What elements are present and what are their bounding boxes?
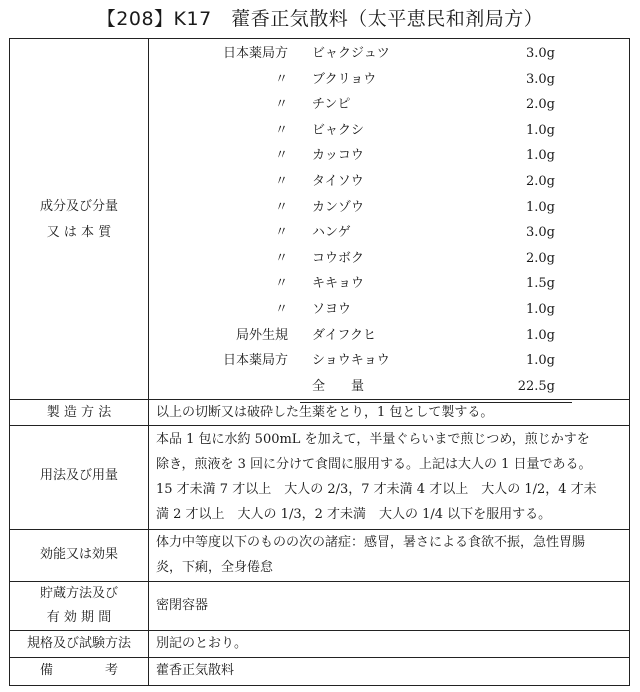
ingredient-amount: 1.5g — [526, 276, 555, 292]
ingredient-name: カンゾウ — [312, 199, 365, 215]
ingredient-amount: 3.0g — [526, 46, 555, 61]
ingredient-amount: 1.0g — [526, 327, 555, 343]
efficacy-line-2: 炎，下痢，全身倦怠 — [156, 560, 274, 575]
ingredient-standard: 日本薬局方 — [222, 46, 288, 61]
page-title: 【208】K17 藿香正気散料（太平恵民和剤局方） — [96, 8, 544, 30]
usage-line-1: 本品 1 包に水約 500mL を加えて，半量ぐらいまで煎じつめ，煎じかすを — [156, 432, 590, 447]
ingredient-amount: 1.0g — [526, 302, 555, 317]
ingredient-amount: 1.0g — [526, 199, 555, 215]
ingredient-name: ビャクシ — [312, 122, 365, 138]
ingredient-name: タイソウ — [312, 174, 364, 189]
ingredient-row — [10, 348, 629, 373]
ingredient-amount: 2.0g — [526, 97, 555, 113]
ingredient-row — [10, 220, 629, 245]
ingredient-amount: 1.0g — [526, 353, 555, 369]
ingredient-row — [10, 92, 629, 117]
ingredient-standard: 局外生規 — [235, 327, 288, 343]
ingredient-name: ソヨウ — [312, 302, 352, 317]
ingredient-row — [10, 118, 629, 143]
ingredient-row — [10, 67, 629, 92]
ingredient-row — [10, 195, 629, 220]
ingredient-name: ビャクジュツ — [312, 46, 390, 61]
ingredient-standard: 〃 — [274, 302, 288, 317]
ingredient-standard: 〃 — [274, 97, 288, 113]
usage-line-4: 満 2 才以上 大人の 1/3，2 才未満 大人の 1/4 以下を服用する。 — [156, 507, 552, 522]
manufacturing-text: 以上の切断又は破砕した生薬をとり，1 包として製する。 — [156, 405, 494, 420]
ingredient-amount: 3.0g — [526, 71, 555, 87]
ingredient-standard: 日本薬局方 — [222, 353, 288, 369]
ingredient-amount: 1.0g — [526, 122, 555, 138]
total-amount: 22.5g — [517, 379, 555, 394]
ingredient-name: ダイフクヒ — [312, 327, 376, 343]
ingredient-standard: 〃 — [274, 250, 288, 266]
ingredient-row — [10, 169, 629, 194]
ingredient-row — [10, 143, 629, 168]
total-label: 全 量 — [312, 379, 365, 394]
ingredient-name: ショウキョウ — [312, 353, 390, 369]
total-row — [10, 374, 629, 399]
ingredient-standard: 〃 — [274, 71, 288, 87]
usage-line-2: 除き，煎液を 3 回に分けて食間に服用する。上記は大人の 1 日量である。 — [156, 457, 592, 472]
ingredient-amount: 2.0g — [526, 174, 555, 189]
ingredient-row — [10, 271, 629, 296]
ingredient-standard: 〃 — [274, 225, 288, 241]
ingredient-standard: 〃 — [274, 148, 288, 164]
usage-line-3: 15 才未満 7 才以上 大人の 2/3，7 才未満 4 才以上 大人の 1/2，4 才未 — [156, 482, 597, 497]
efficacy-label: 効能又は効果 — [39, 547, 118, 562]
ingredient-row — [10, 297, 629, 322]
storage-label-line1: 貯蔵方法及び — [39, 586, 118, 601]
efficacy-line-1: 体力中等度以下のものの次の諸症：感冒，暑さによる食欲不振，急性胃腸 — [156, 535, 586, 550]
ingredient-row — [10, 41, 629, 66]
ingredient-name: コウボク — [312, 250, 365, 266]
storage-label-line2: 有 効 期 間 — [46, 610, 112, 625]
usage-label: 用法及び用量 — [39, 468, 118, 483]
ingredient-name: ハンゲ — [312, 225, 351, 241]
composition-label-line1: 成分及び分量 — [39, 199, 118, 214]
remarks-text: 藿香正気散料 — [156, 663, 235, 678]
ingredient-amount: 2.0g — [526, 250, 555, 266]
ingredient-amount: 3.0g — [526, 225, 555, 241]
standards-label: 規格及び試験方法 — [26, 636, 131, 651]
manufacturing-label: 製 造 方 法 — [46, 405, 112, 420]
ingredient-name: ブクリョウ — [312, 71, 377, 87]
ingredient-standard: 〃 — [274, 174, 288, 189]
ingredient-name: キキョウ — [312, 276, 365, 292]
ingredient-standard: 〃 — [274, 276, 288, 292]
ingredient-amount: 1.0g — [526, 148, 555, 164]
ingredient-standard: 〃 — [274, 122, 288, 138]
remarks-label: 備 考 — [39, 663, 118, 678]
ingredient-name: チンピ — [312, 97, 351, 113]
formula-table — [9, 38, 630, 686]
composition-label-line2: 又 は 本 質 — [46, 225, 112, 240]
ingredient-row — [10, 246, 629, 271]
ingredient-standard: 〃 — [274, 199, 288, 215]
ingredient-row — [10, 323, 629, 348]
standards-text: 別記のとおり。 — [156, 636, 248, 651]
storage-text: 密閉容器 — [156, 598, 209, 613]
row-divider — [10, 425, 629, 426]
ingredient-name: カッコウ — [312, 148, 364, 164]
